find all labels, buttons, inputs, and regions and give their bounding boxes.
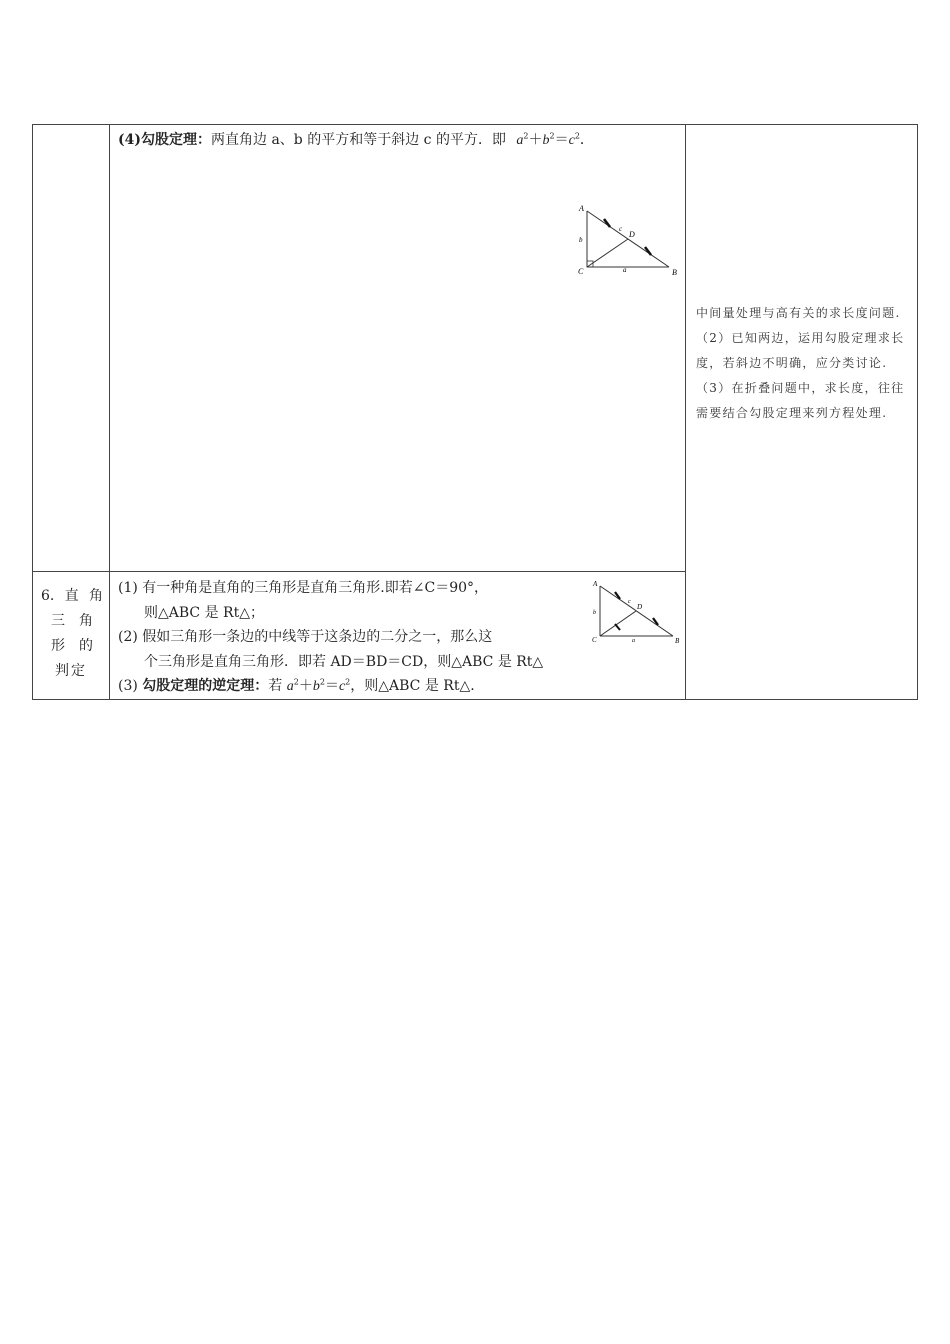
pythagorean-formula: $a^2+b^2=c^2$． bbox=[516, 131, 594, 148]
side-note-p2: （2）已知两边，运用勾股定理求长度，若斜边不明确，应分类讨论. bbox=[696, 331, 905, 370]
judgement-item-3: (3) 勾股定理的逆定理：若 $a^2+b^2=c^2$，则△ABC 是 Rt△. bbox=[118, 677, 475, 694]
small-label-B: B bbox=[675, 637, 680, 645]
right-triangle-judgement-cell bbox=[109, 571, 686, 700]
judgement-list bbox=[118, 576, 543, 700]
label-A: A bbox=[579, 204, 584, 213]
judgement-item-1-cont: 则△ABC 是 Rt△； bbox=[144, 604, 264, 621]
small-label-A: A bbox=[593, 580, 598, 588]
theorem-statement: 两直角边 a、b 的平方和等于斜边 c 的平方．即 bbox=[211, 132, 506, 148]
right-triangle-figure-small bbox=[590, 578, 690, 648]
row-label-cell bbox=[32, 571, 110, 700]
small-label-b: b bbox=[593, 610, 596, 616]
row-label-6: 6. 直 角 三 角 形 的 判定 bbox=[41, 588, 103, 679]
label-C: C bbox=[578, 267, 584, 276]
label-a: a bbox=[623, 266, 627, 274]
small-label-C: C bbox=[592, 636, 597, 644]
row-label-empty bbox=[32, 124, 110, 572]
content-table bbox=[32, 124, 918, 700]
theorem-number: (4) bbox=[118, 132, 141, 148]
judgement-item-1: (1) 有一种角是直角的三角形是直角三角形.即若∠C＝90°， bbox=[118, 580, 489, 596]
pythagorean-theorem-text bbox=[118, 129, 594, 152]
label-c: c bbox=[619, 225, 623, 233]
label-b: b bbox=[579, 236, 583, 244]
small-label-c: c bbox=[628, 599, 631, 605]
side-note bbox=[696, 301, 910, 426]
right-triangle-figure bbox=[574, 201, 686, 281]
judgement-item-2: (2) 假如三角形一条边的中线等于这条边的二分之一，那么这 bbox=[118, 629, 493, 645]
side-note-p1: 中间量处理与高有关的求长度问题. bbox=[696, 306, 901, 320]
theorem-title: 勾股定理： bbox=[141, 132, 211, 148]
pythagorean-theorem-cell bbox=[109, 124, 686, 572]
side-note-p3: （3）在折叠问题中，求长度，往往需要结合勾股定理来列方程处理. bbox=[696, 381, 905, 420]
judgement-item-2-cont: 个三角形是直角三角形．即若 AD＝BD＝CD，则△ABC 是 Rt△ bbox=[144, 653, 544, 670]
label-D: D bbox=[629, 230, 635, 239]
side-note-cell bbox=[685, 124, 918, 700]
label-B: B bbox=[672, 268, 677, 277]
small-label-a: a bbox=[632, 638, 635, 644]
small-label-D: D bbox=[637, 603, 643, 611]
